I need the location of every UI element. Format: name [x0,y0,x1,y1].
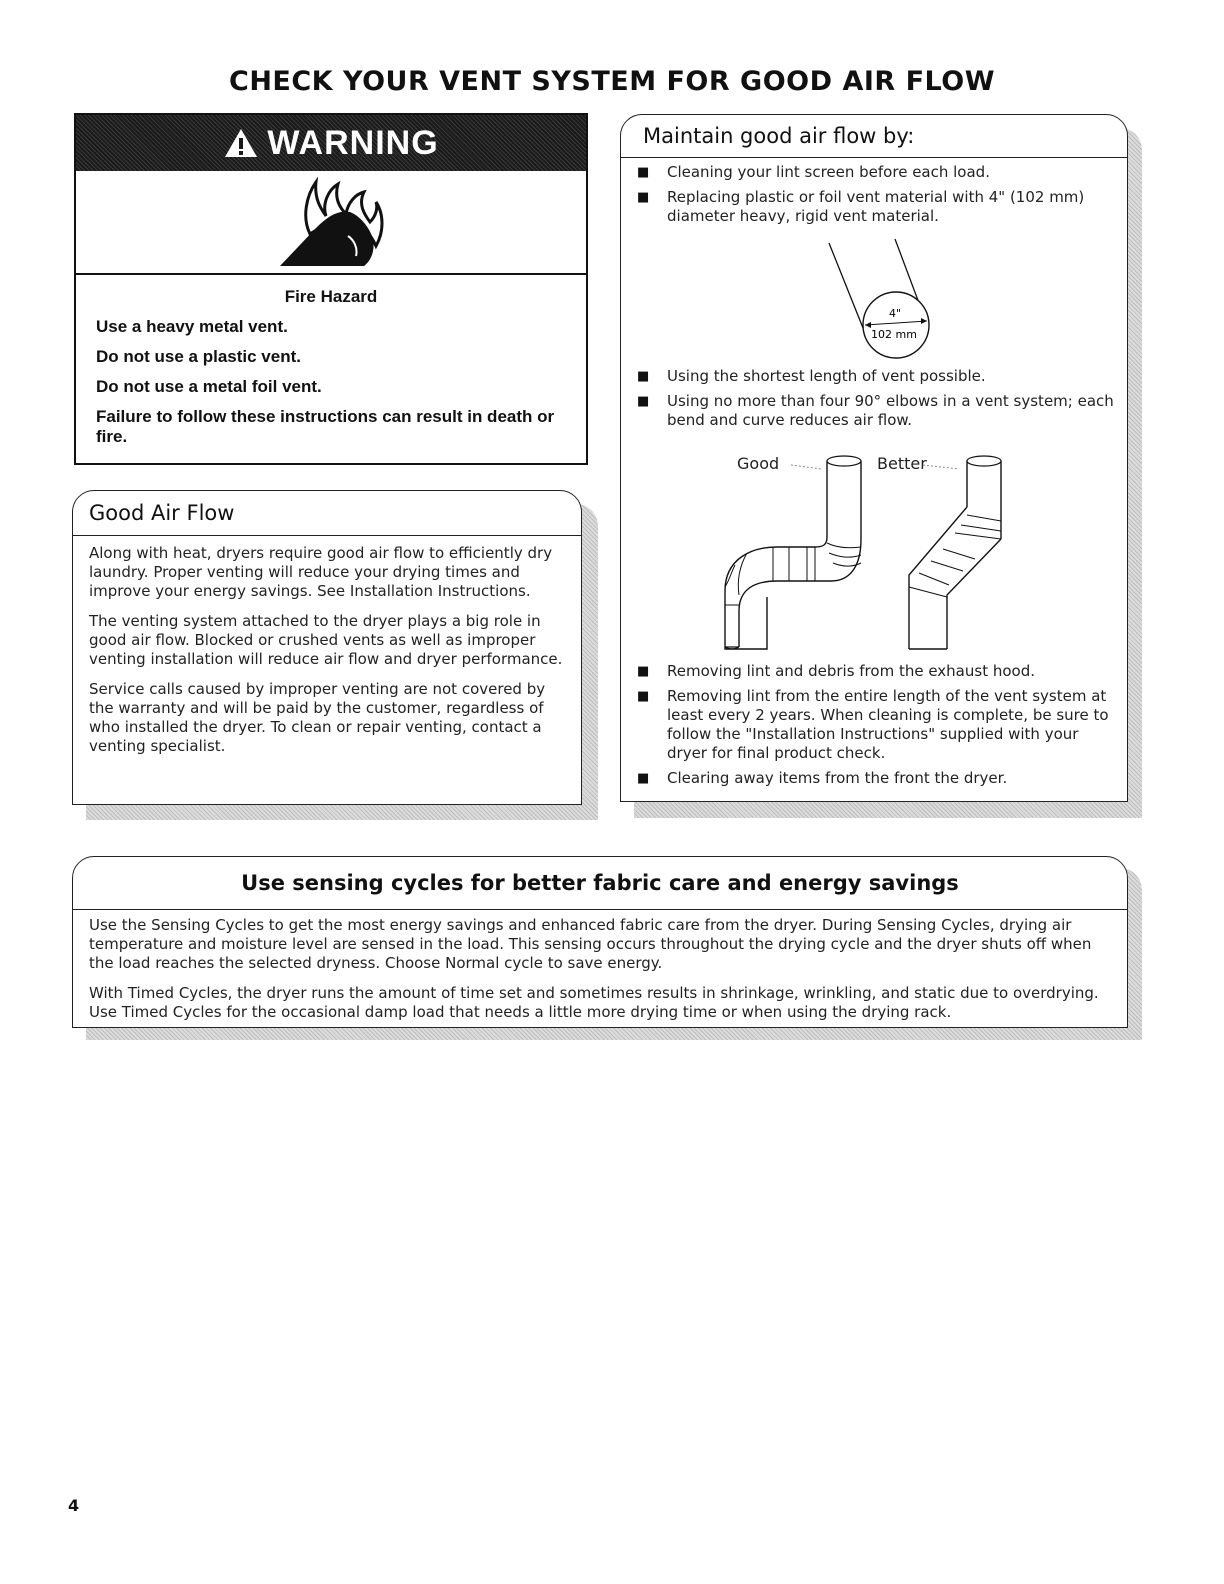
vent-diameter-diagram [821,237,941,359]
sensing-paragraph: Use the Sensing Cycles to get the most energy savings and enhanced fabric care from the dryer. During Sensing Cycles, drying air temperature and moisture level are sensed in the load. This sensing occurs throughout the drying cycle and the dryer shuts off when the load reaches the selected dryness. Choose Normal cycle to save energy. [89,916,1092,972]
maintain-panel [620,114,1128,802]
list-item: ■ Cleaning your lint screen before each load. [621,163,1119,182]
diameter-inches: 4" [889,307,902,320]
warning-line: Failure to follow these instructions can result in death or fire. [96,407,555,446]
good-air-flow-paragraph: The venting system attached to the dryer plays a big role in good air flow. Blocked or crushed vents as well as improper venting installation will reduce air flow and dryer performance. [89,612,563,668]
good-label: Good [737,454,780,473]
warning-line: Do not use a plastic vent. [96,347,301,366]
warning-triangle-icon [223,127,259,159]
elbow-diagram [711,435,1041,657]
page-number: 4 [68,1496,80,1515]
warning-line: Use a heavy metal vent. [96,317,288,336]
sensing-title: Use sensing cycles for better fabric care and energy savings [73,857,1127,910]
better-label: Better [877,454,927,473]
list-item: ■ Using no more than four 90° elbows in a vent system; each bend and curve reduces air flow. [621,392,1119,430]
diameter-mm: 102 mm [871,328,917,341]
list-item: ■ Replacing plastic or foil vent material with 4" (102 mm) diameter heavy, rigid vent material. [621,188,1119,226]
warning-line: Do not use a metal foil vent. [96,377,322,396]
fire-icon [276,176,386,268]
hazard-title: Fire Hazard [284,287,378,306]
good-air-flow-paragraph: Service calls caused by improper venting are not covered by the warranty and will be paid by the customer, regardless of who installed the dryer. To clean or repair venting, contact a venting specialist. [89,680,546,755]
good-air-flow-panel [72,490,582,805]
sensing-panel [72,856,1128,1028]
list-item: ■ Using the shortest length of vent possible. [621,367,1119,386]
fire-icon-panel [76,171,586,275]
warning-text [96,287,566,457]
page-title: CHECK YOUR VENT SYSTEM FOR GOOD AIR FLOW [229,66,995,97]
list-item: ■ Clearing away items from the front the dryer. [621,769,1119,788]
maintain-title: Maintain good air flow by: [621,115,1127,158]
sensing-paragraph: With Timed Cycles, the dryer runs the amount of time set and sometimes results in shrinkage, wrinkling, and static due to overdrying. Use Timed Cycles for the occasional damp load that needs a little more drying time or when using the drying rack. [89,984,1099,1021]
warning-box [74,113,588,465]
list-item: ■ Removing lint and debris from the exhaust hood. [621,662,1119,681]
list-item: ■ Removing lint from the entire length of the vent system at least every 2 years. When cleaning is complete, be sure to follow the "Installation Instructions" supplied with your dryer for final product check. [621,687,1119,763]
good-air-flow-title: Good Air Flow [73,491,581,536]
warning-header [76,115,586,171]
warning-label: WARNING [267,123,439,162]
good-air-flow-paragraph: Along with heat, dryers require good air flow to efficiently dry laundry. Proper venting will reduce your drying times and improve your energy savings. See Installation Instructions. [89,544,553,600]
